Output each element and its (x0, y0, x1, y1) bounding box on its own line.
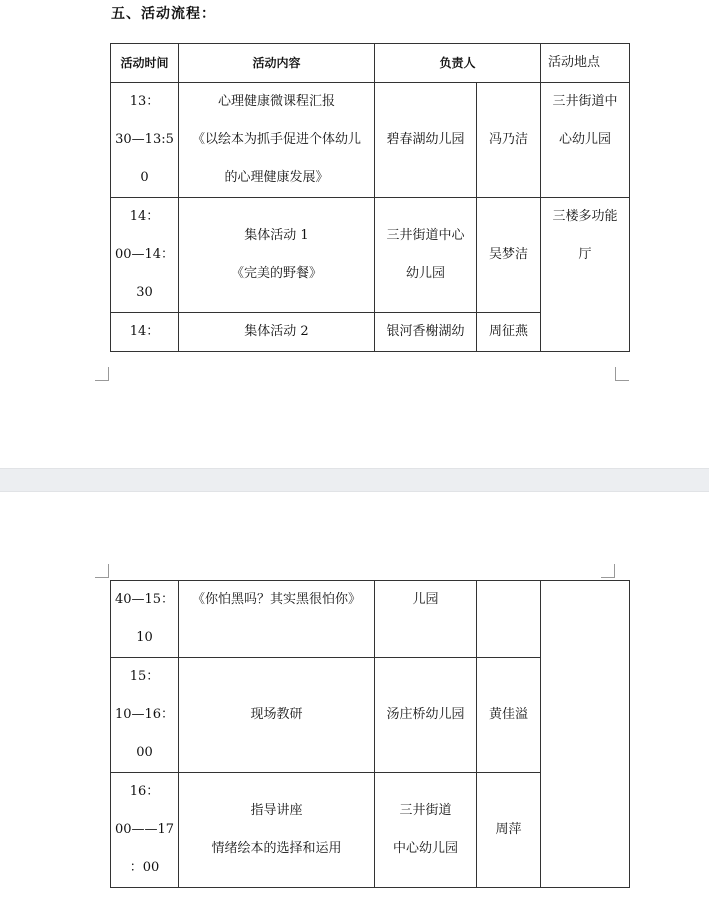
table-row (111, 83, 630, 198)
table-row (111, 198, 630, 313)
time-cell: 14： (111, 313, 179, 352)
org-cell: 汤庄桥幼儿园 (375, 658, 477, 773)
location-cell: 三楼多功能 厅 (541, 198, 630, 352)
margin-corner-mark (601, 564, 615, 578)
margin-corner-mark (95, 564, 109, 578)
time-cell: 15： 10—16： 00 (111, 658, 179, 773)
time-cell: 14： 00—14： 30 (111, 198, 179, 313)
person-cell (477, 581, 541, 658)
content-cell: 心理健康微课程汇报 《以绘本为抓手促进个体幼儿 的心理健康发展》 (179, 83, 375, 198)
document-page-2 (0, 492, 709, 901)
header-person: 负责人 (375, 44, 541, 83)
table-row (111, 581, 630, 658)
time-cell: 40—15： 10 (111, 581, 179, 658)
header-time: 活动时间 (111, 44, 179, 83)
header-content: 活动内容 (179, 44, 375, 83)
person-cell: 冯乃洁 (477, 83, 541, 198)
schedule-table-page-1 (110, 43, 630, 352)
header-location: 活动地点 (541, 44, 630, 83)
person-cell: 周萍 (477, 773, 541, 888)
org-cell: 三井街道中心 幼儿园 (375, 198, 477, 313)
margin-corner-mark (95, 367, 109, 381)
time-cell: 13： 30—13:5 0 (111, 83, 179, 198)
section-heading: 五、活动流程： (111, 6, 216, 22)
time-cell: 16： 00——17 ：00 (111, 773, 179, 888)
content-cell: 《你怕黑吗？其实黑很怕你》 (179, 581, 375, 658)
person-cell: 黄佳溢 (477, 658, 541, 773)
location-cell (541, 581, 630, 888)
org-cell: 碧春湖幼儿园 (375, 83, 477, 198)
page-gap (0, 468, 709, 492)
person-cell: 吴梦洁 (477, 198, 541, 313)
table-header-row (111, 44, 630, 83)
content-cell: 集体活动 2 (179, 313, 375, 352)
schedule-table-page-2 (110, 580, 630, 888)
location-cell: 三井街道中 心幼儿园 (541, 83, 630, 198)
org-cell: 银河香榭湖幼 (375, 313, 477, 352)
org-cell: 三井街道 中心幼儿园 (375, 773, 477, 888)
content-cell: 现场教研 (179, 658, 375, 773)
margin-corner-mark (615, 367, 629, 381)
org-cell: 儿园 (375, 581, 477, 658)
content-cell: 集体活动 1 《完美的野餐》 (179, 198, 375, 313)
person-cell: 周征燕 (477, 313, 541, 352)
content-cell: 指导讲座 情绪绘本的选择和运用 (179, 773, 375, 888)
